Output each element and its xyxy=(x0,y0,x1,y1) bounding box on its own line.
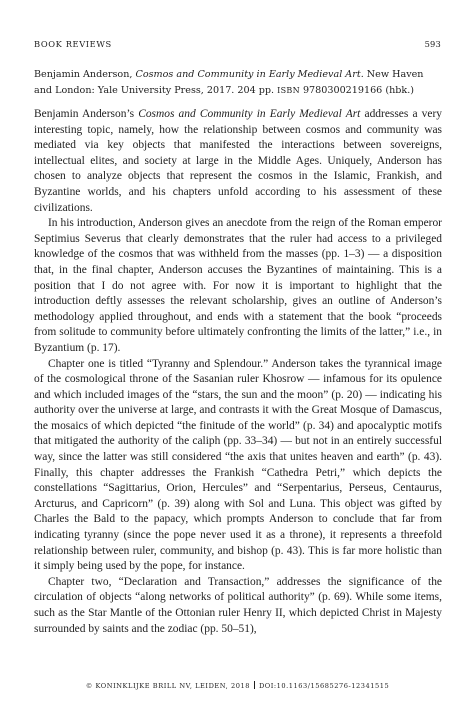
book-citation xyxy=(34,67,442,98)
citation-title: Cosmos and Community in Early Medieval Art xyxy=(135,69,361,80)
paragraph-3: Chapter one is titled “Tyranny and Splendour.” Anderson takes the tyrannical image of the cosmological throne of the Sasanian ruler Khosrow — infamous for its opulence and which included images of the “stars, the sun and the moon” (p. 20) — indicating his authority over the universe at large, and contrasts it with the Great Mosque of Damascus, the mosaics of which depicted “the finitude of the world” (p. 34) and apocalyptic motifs that mitigated the authority of the caliph (pp. 33–34) — but not in an entirely successful way, since the latter was still considered “the axis that unites heaven and earth” (p. 43). Finally, this chapter addresses the Frankish “Cathedra Petri,” which depicts the constellations “Sagittarius, Orion, Hercules” and “Serpentarius, Perseus, Centaurus, Arcturus, and Capricorn” (p. 39) along with Sol and Luna. This object was gifted by Charles the Bald to the papacy, which prompts Anderson to conclude that far from indicating tyranny (since the pope never used it as a throne), it represents a threefold relationship between ruler, community, and bishop (p. 43). This is far more holistic than it simply being used by the pope, for instance. xyxy=(34,357,442,573)
citation-publisher: . New Haven and London: Yale University Press, 2017. 204 pp. xyxy=(34,69,424,96)
citation-author: Benjamin Anderson, xyxy=(34,69,136,80)
paragraph-4: Chapter two, “Declaration and Transaction,” addresses the significance of the circulation of objects “along networks of political authority” (p. 69). While some items, such as the Star Mantle of the Ottonian ruler Henry II, which depicted Christ in Majesty surrounded by saints and the zodiac (pp. 50–51), xyxy=(34,575,442,635)
running-head xyxy=(34,39,441,51)
running-head-section: BOOK REVIEWS xyxy=(34,39,112,49)
footer-separator xyxy=(254,681,255,689)
paragraph-1-lead: Benjamin Anderson’s xyxy=(34,108,139,120)
footer-doi: DOI:10.1163/15685276-12341515 xyxy=(258,682,390,690)
page-number: 593 xyxy=(424,39,441,49)
page-footer xyxy=(34,681,441,690)
citation-isbn-label: ISBN xyxy=(277,85,300,95)
paragraph-1 xyxy=(34,107,442,216)
footer-copyright: © KONINKLIJKE BRILL NV, LEIDEN, 2018 xyxy=(85,682,250,690)
paragraph-1-text: addresses a very interesting topic, namely, how the relationship between cosmos and community was mediated via key objects that manifested the interactions between sovereigns, intellectual elites, and society at large in the Middle Ages. Uniquely, Anderson has chosen to analyze objects that represent the cosmos in the Islamic, Frankish, and Byzantine worlds, and his chapters unfold according to his assessment of these civilizations. xyxy=(34,108,442,214)
review-body xyxy=(34,107,442,637)
citation-isbn: 9780300219166 (hbk.) xyxy=(299,84,415,96)
paragraph-1-book-title: Cosmos and Community in Early Medieval Art xyxy=(138,108,361,120)
paragraph-2: In his introduction, Anderson gives an anecdote from the reign of the Roman emperor Septimius Severus that clearly demonstrates that the ruler had access to a privileged knowledge of the cosmos that was withheld from the masses (pp. 1–3) — a disposition that, in the final chapter, Anderson accuses the Byzantines of maintaining. This is a position that I do not agree with. For now it is important to highlight that the introduction deftly assesses the relevant scholarship, gives an outline of Anderson’s methodology applied throughout, and ends with a statement that the book “proceeds from solitude to community before ultimately confronting the limits of the latter,” i.e., in Byzantium (p. 17). xyxy=(34,217,442,354)
